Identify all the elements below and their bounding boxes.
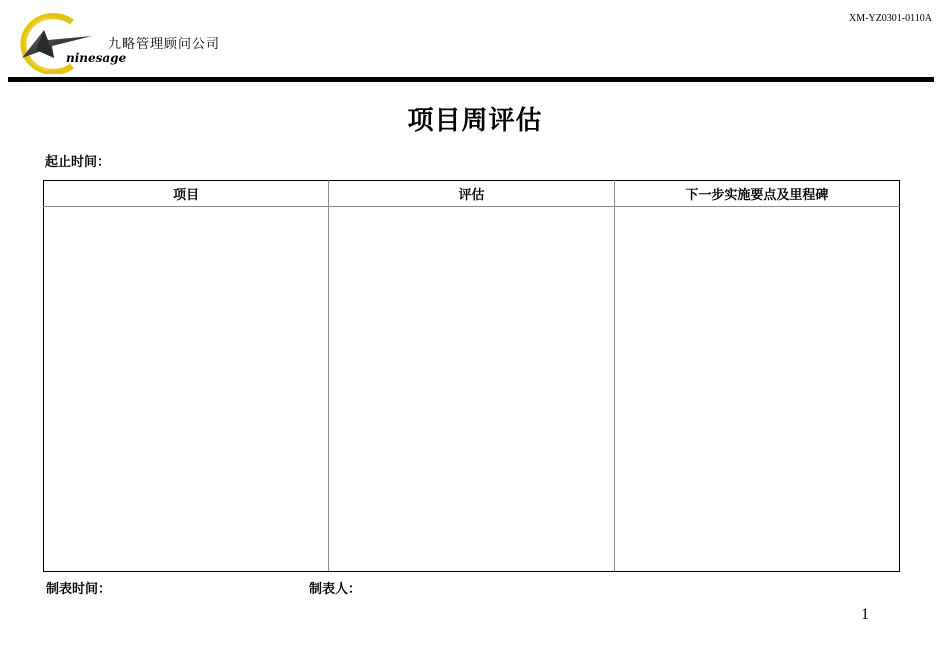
column-header-next-steps: 下一步实施要点及里程碑 bbox=[614, 181, 899, 207]
made-time-label: 制表时间： bbox=[46, 582, 112, 597]
logo-wordmark: ninesage bbox=[66, 51, 126, 65]
evaluation-table bbox=[43, 180, 900, 572]
period-label: 起止时间： bbox=[45, 155, 111, 170]
page-number: 1 bbox=[861, 606, 869, 623]
column-header-project: 项目 bbox=[44, 181, 329, 207]
company-name: 九略管理顾问公司 bbox=[108, 37, 221, 52]
column-header-evaluation: 评估 bbox=[329, 181, 614, 207]
document-code: XM-YZ0301-0110A bbox=[849, 13, 932, 24]
page-title: 项目周评估 bbox=[407, 106, 543, 136]
evaluation-cell[interactable] bbox=[329, 207, 614, 572]
maker-label: 制表人： bbox=[309, 582, 362, 597]
table-header-row bbox=[44, 181, 900, 207]
header-rule bbox=[8, 77, 934, 82]
next-steps-cell[interactable] bbox=[614, 207, 899, 572]
table-row bbox=[44, 207, 900, 572]
project-cell[interactable] bbox=[44, 207, 329, 572]
